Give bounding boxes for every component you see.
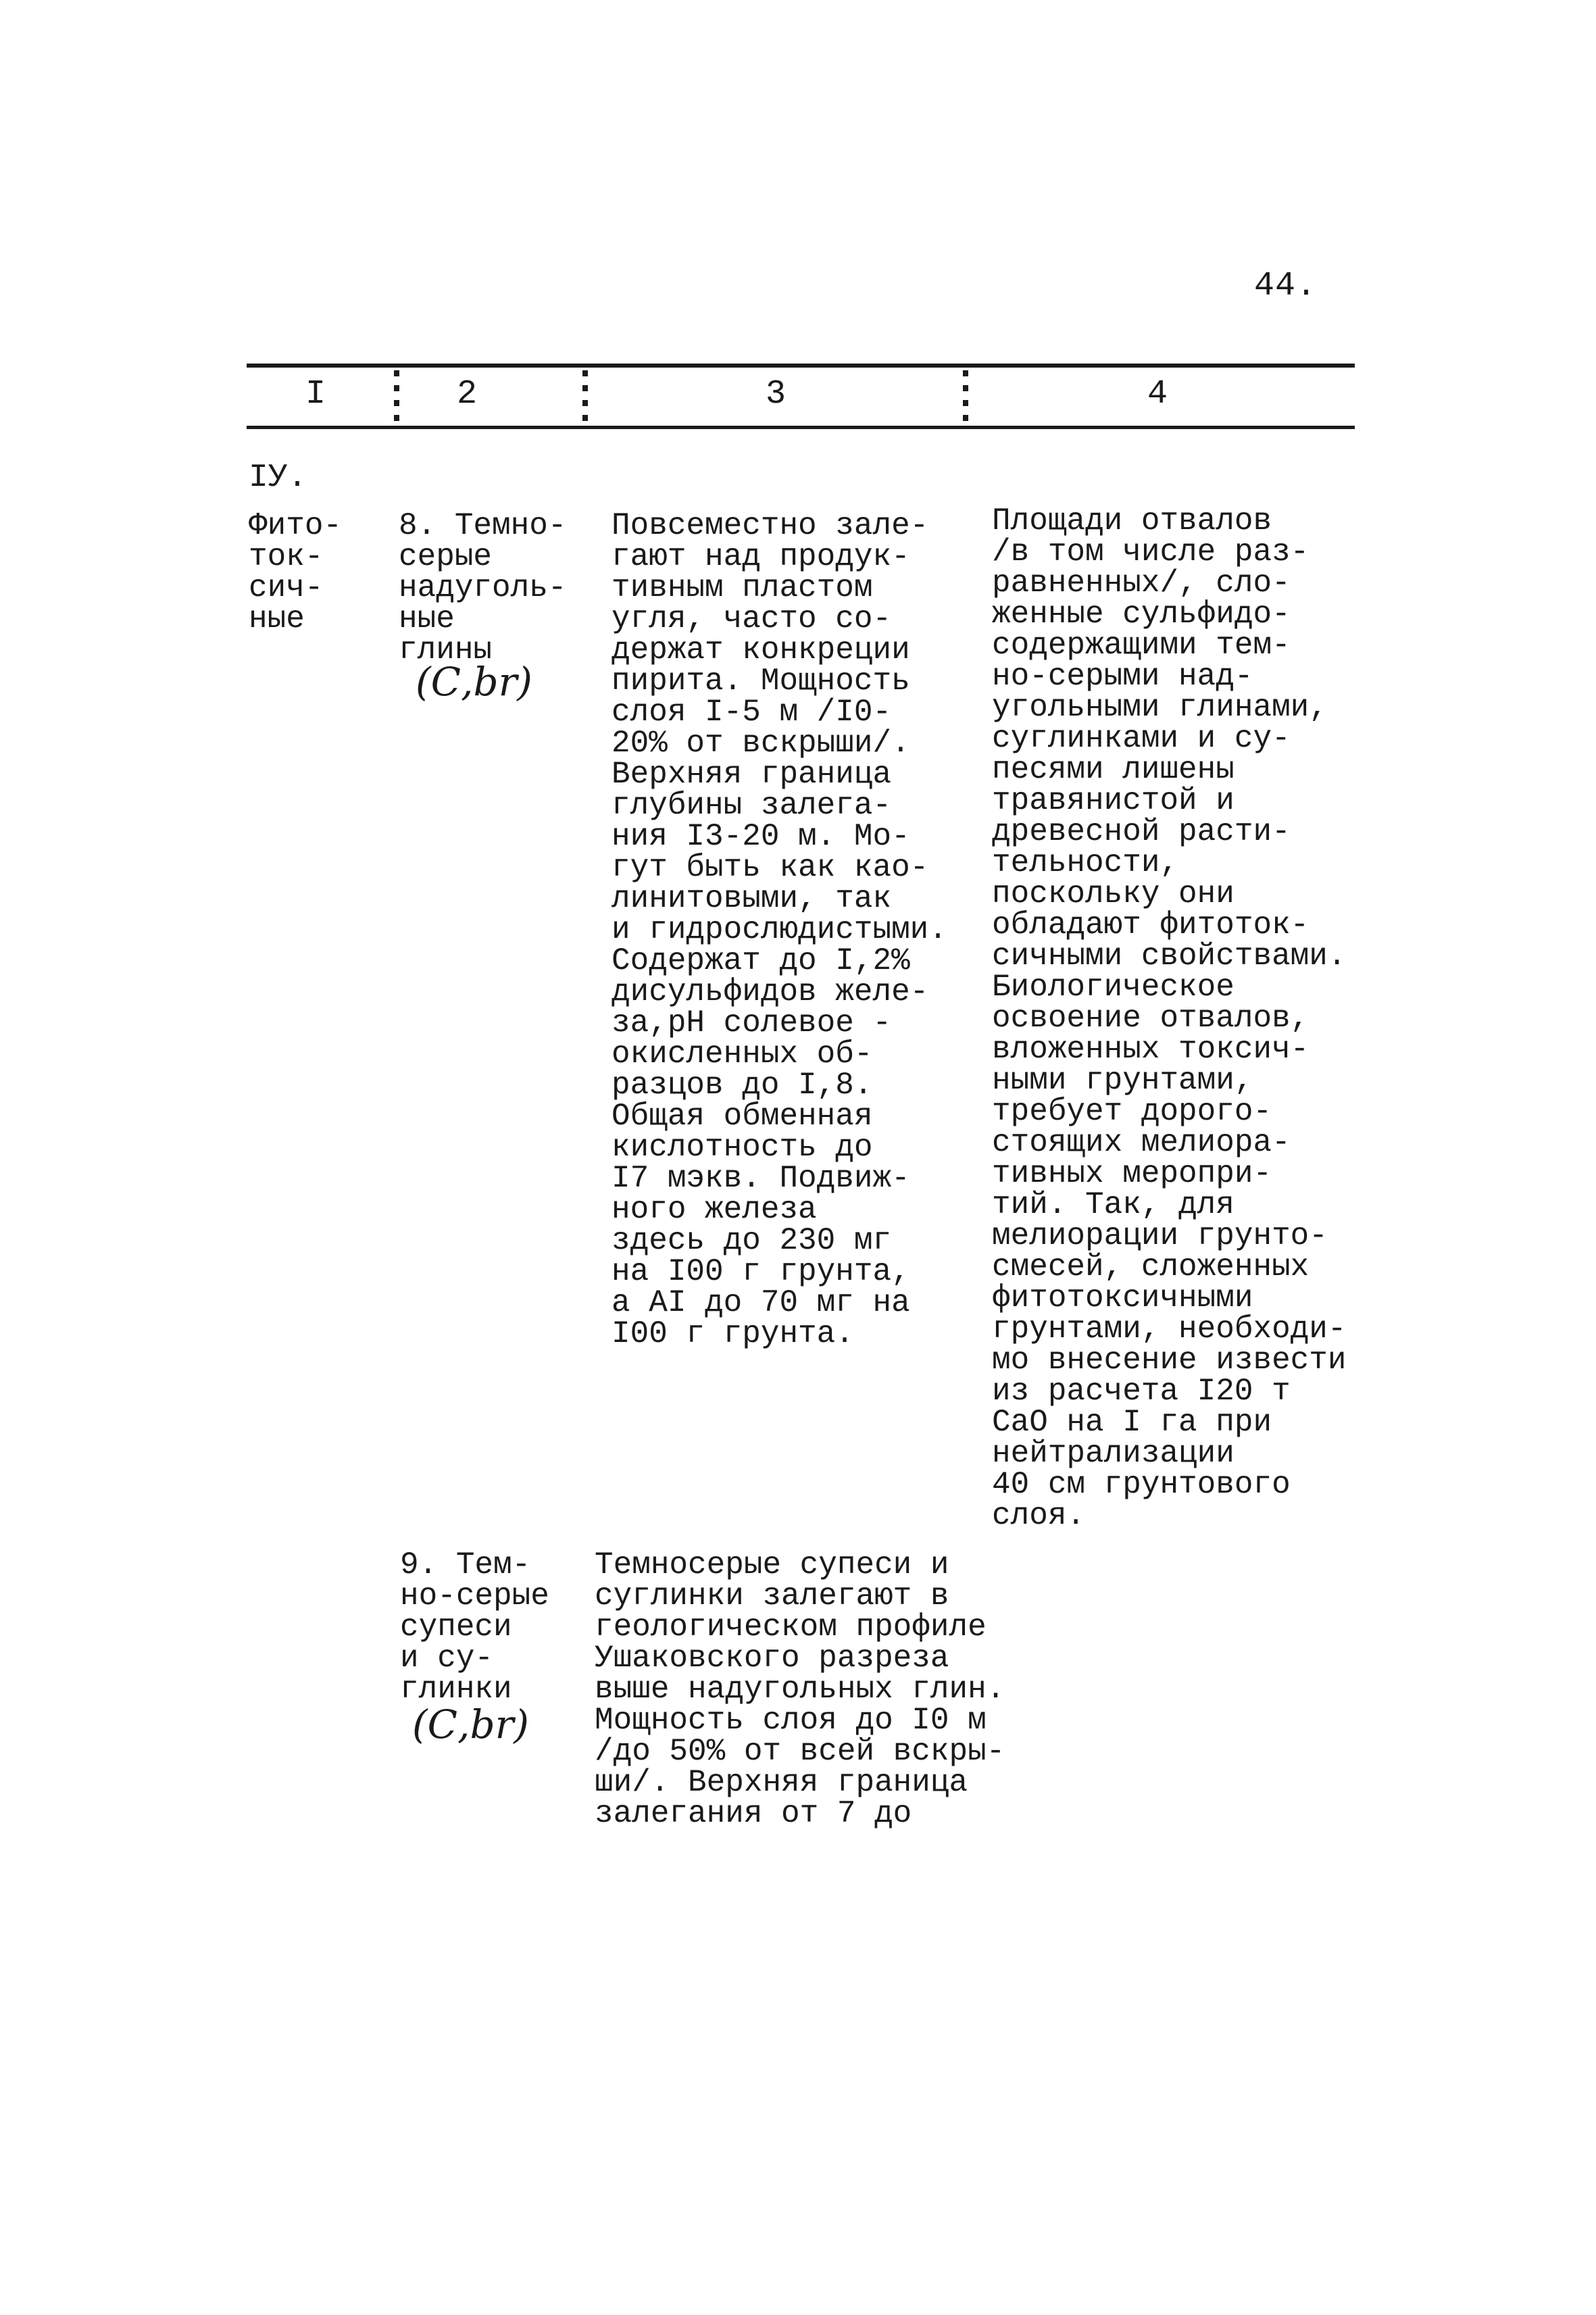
column-header-1: I (305, 375, 326, 414)
column-header-3: 3 (766, 375, 787, 414)
row-8-recommendation: Площади отвалов /в том числе раз- равненных/, сло- женные сульфидо- содержащими тем- но-серыми над- угольными глинами, суглинками и су- песями лишены травянистой и древесной расти- тельности, поскольку они обладают фитоток- сичными свойствами. Биологическое освоение отвалов, вложенных токсич- ными грунтами, требует дорого- стоящих мелиора- тивных меропри- тий. Так, для мелиорации грунто- смесей, сложенных фитотоксичными грунтами, необходи- мо внесение извести из расчета I20 т CaO на I га при нейтрализации 40 см грунтового слоя. (992, 503, 1347, 1533)
column-separator (963, 370, 968, 426)
group-number: IУ. (249, 459, 307, 496)
page-number: 44. (1254, 267, 1318, 305)
row-9-handwritten-mark: (С,br) (412, 1701, 529, 1747)
row-9-name: 9. Тем- но-серые супеси и су- глинки (400, 1547, 549, 1707)
table-header-bottom-rule (247, 426, 1355, 429)
row-9-description: Темносерые супеси и суглинки залегают в геологическом профиле Ушаковского разреза выше надугольных глин. Мощность слоя до I0 м /до 50% от всей вскры- ши/. Верхняя граница залегания от 7 до (595, 1547, 1005, 1831)
row-8-handwritten-mark: (С,br) (416, 659, 532, 705)
row-8-description: Повсеместно зале- гают над продук- тивным пластом угля, часто со- держат конкреции пирита. Мощность слоя I-5 м /I0- 20% от вскрыши/. Верхняя граница глубины залега- ния I3-20 м. Мо- гут быть как као- линитовыми, так и гидрослюдистыми. Содержат до I,2% дисульфидов желе- за,pH солевое - окисленных об- разцов до I,8. Общая обменная кислотность до I7 мэкв. Подвиж- ного железа здесь до 230 мг на I00 г грунта, а AI до 70 мг на I00 г грунта. (612, 508, 947, 1351)
table-top-rule (247, 364, 1355, 368)
column-separator (582, 370, 588, 426)
column-header-2: 2 (457, 375, 478, 414)
column-separator (394, 370, 399, 426)
row-8-name: 8. Темно- серые надуголь- ные глины (399, 508, 567, 668)
group-category: Фито- ток- сич- ные (249, 508, 343, 637)
column-header-4: 4 (1147, 375, 1168, 414)
